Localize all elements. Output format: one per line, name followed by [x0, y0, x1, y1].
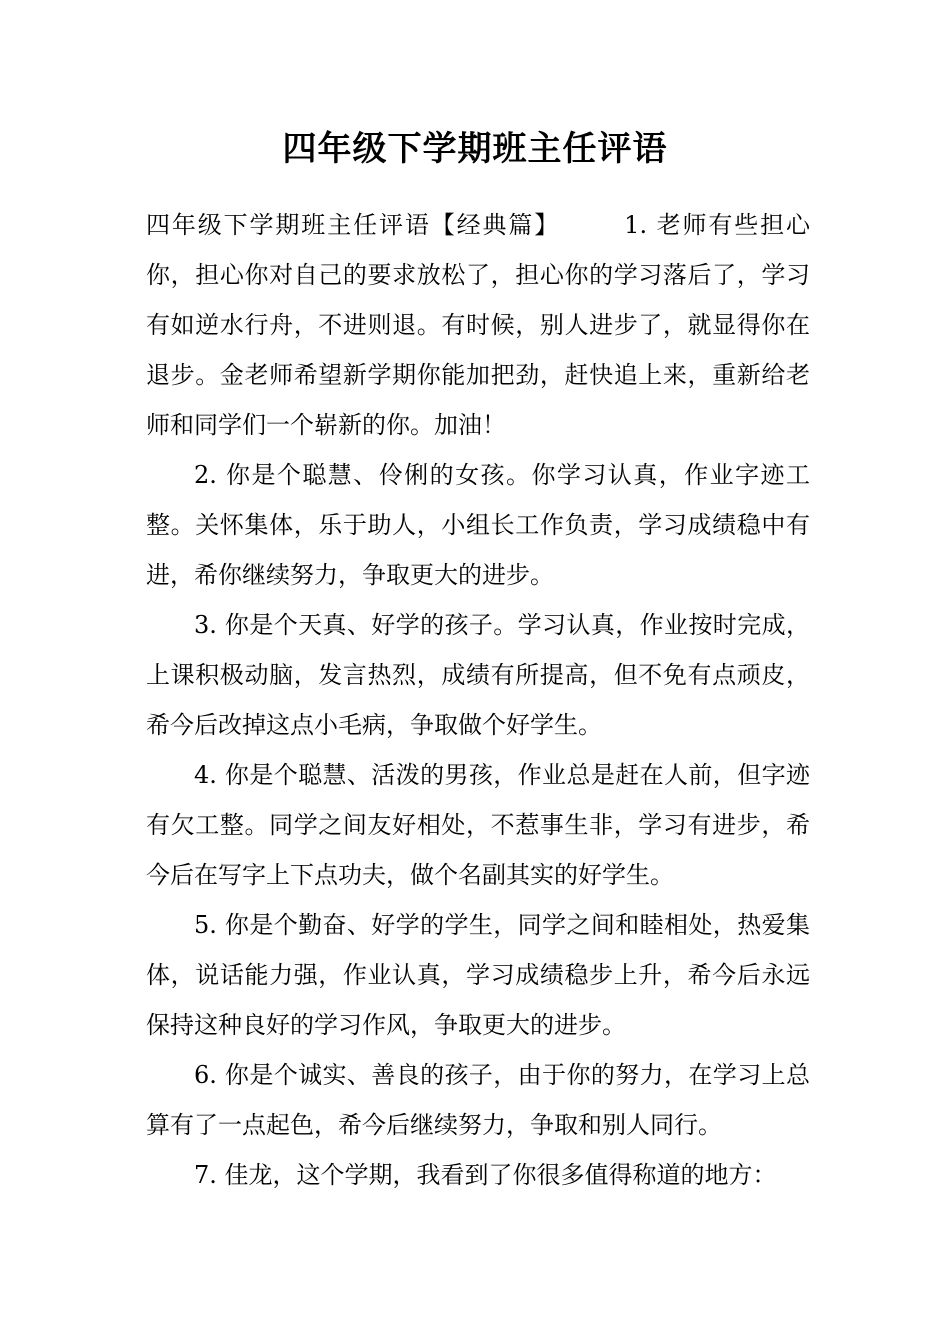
paragraph-4: 4. 你是个聪慧、活泼的男孩，作业总是赶在人前，但字迹有欠工整。同学之间友好相处，不惹事生非，学习有进步，希今后在写字上下点功夫，做个名副其实的好学生。 [146, 761, 810, 889]
section-heading: 四年级下学期班主任评语【经典篇】 [146, 211, 561, 239]
paragraph-text: 1. 老师有些担心你，担心你对自己的要求放松了，担心你的学习落后了，学习有如逆水行舟，不进则退。有时候，别人进步了，就显得你在退步。金老师希望新学期你能加把劲，赶快追上来，重新给老师和同学们一个崭新的你。加油！ [146, 211, 811, 439]
paragraph-6: 6. 你是个诚实、善良的孩子，由于你的努力，在学习上总算有了一点起色，希今后继续努力，争取和别人同行。 [146, 1061, 810, 1139]
paragraph-2: 2. 你是个聪慧、伶俐的女孩。你学习认真，作业字迹工整。关怀集体，乐于助人，小组长工作负责，学习成绩稳中有进，希你继续努力，争取更大的进步。 [146, 461, 810, 589]
document-title: 四年级下学期班主任评语 [282, 129, 668, 169]
paragraph-7: 7. 佳龙，这个学期，我看到了你很多值得称道的地方： [194, 1161, 777, 1189]
paragraph-1 [146, 200, 810, 450]
paragraph-3: 3. 你是个天真、好学的孩子。学习认真，作业按时完成，上课积极动脑，发言热烈，成绩有所提高，但不免有点顽皮，希今后改掉这点小毛病，争取做个好学生。 [146, 611, 810, 739]
paragraph-5: 5. 你是个勤奋、好学的学生，同学之间和睦相处，热爱集体，说话能力强，作业认真，学习成绩稳步上升，希今后永远保持这种良好的学习作风，争取更大的进步。 [146, 911, 810, 1039]
document-body [146, 200, 810, 1200]
